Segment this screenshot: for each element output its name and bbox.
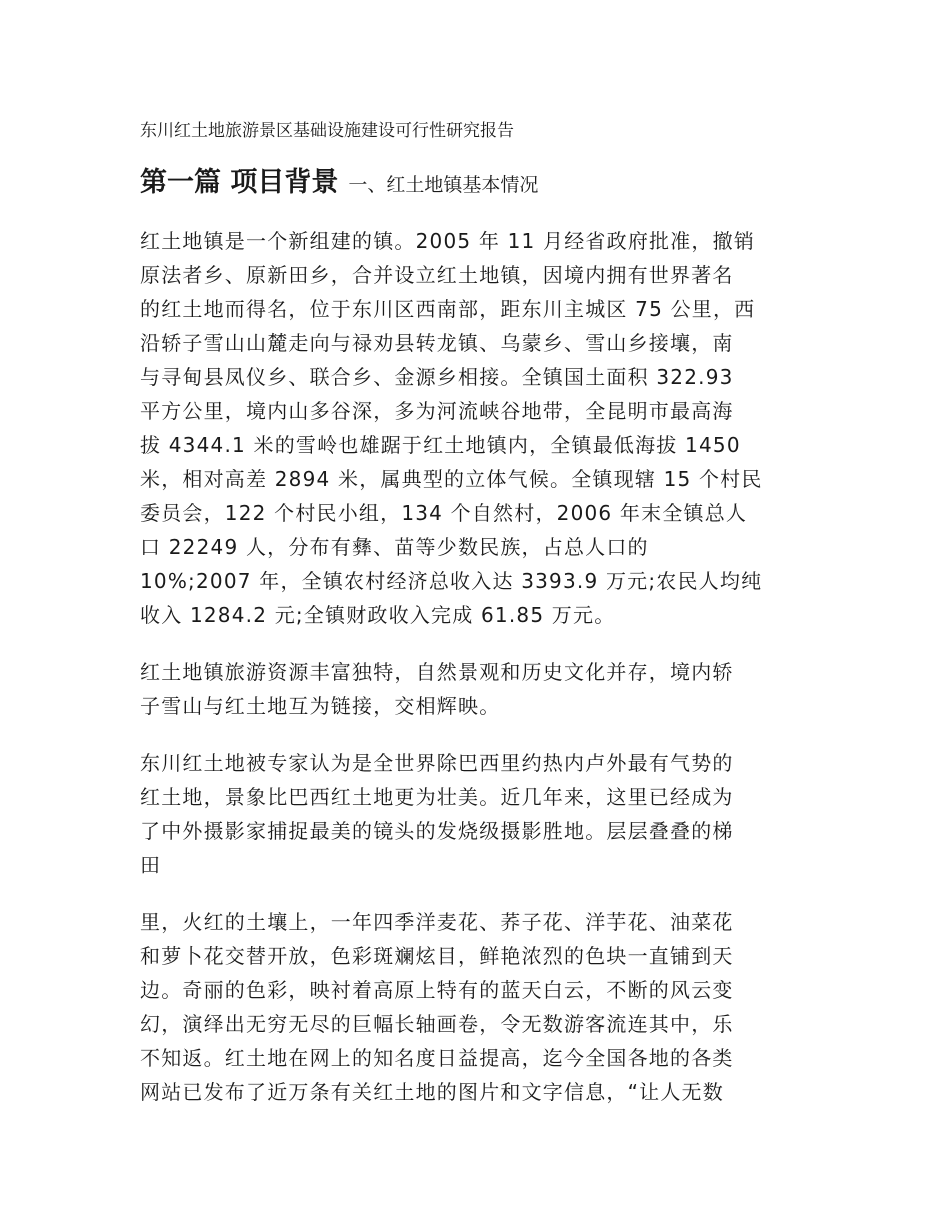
text-line: 了中外摄影家捕捉最美的镜头的发烧级摄影胜地。层层叠叠的梯 [140, 819, 734, 843]
text-line: 东川红土地被专家认为是全世界除巴西里约热内卢外最有气势的 [140, 751, 734, 775]
chapter-title: 第一篇 项目背景 [140, 167, 339, 198]
text-line: 的红土地而得名，位于东川区西南部，距东川主城区 75 公里，西 [140, 297, 756, 321]
text-line: 红土地，景象比巴西红土地更为壮美。近几年来，这里已经成为 [140, 785, 734, 809]
text-line: 沿轿子雪山山麓走向与禄劝县转龙镇、乌蒙乡、雪山乡接壤，南 [140, 331, 734, 355]
paragraph-3 [140, 746, 812, 882]
text-line: 不知返。红土地在网上的知名度日益提高，迄今全国各地的各类 [140, 1046, 734, 1070]
text-line: 原法者乡、原新田乡，合并设立红土地镇，因境内拥有世界著名 [140, 263, 734, 287]
text-line: 口 22249 人，分布有彝、苗等少数民族，占总人口的 [140, 535, 649, 559]
text-line: 红土地镇是一个新组建的镇。2005 年 11 月经省政府批准，撤销 [140, 229, 756, 253]
text-line: 收入 1284.2 元;全镇财政收入完成 61.85 万元。 [140, 603, 616, 627]
text-line: 田 [140, 853, 162, 877]
text-line: 委员会，122 个村民小组，134 个自然村，2006 年末全镇总人 [140, 501, 748, 525]
paragraph-4 [140, 905, 812, 1109]
section-title: 一、红土地镇基本情况 [348, 174, 539, 196]
running-head: 东川红土地旅游景区基础设施建设可行性研究报告 [140, 121, 514, 141]
paragraph-1 [140, 224, 812, 632]
text-line: 与寻甸县凤仪乡、联合乡、金源乡相接。全镇国土面积 322.93 [140, 365, 734, 389]
section-heading [140, 164, 538, 204]
text-line: 拔 4344.1 米的雪岭也雄踞于红土地镇内，全镇最低海拔 1450 [140, 433, 741, 457]
text-line: 和萝卜花交替开放，色彩斑斓炫目，鲜艳浓烈的色块一直铺到天 [140, 944, 734, 968]
text-line: 米，相对高差 2894 米，属典型的立体气候。全镇现辖 15 个村民 [140, 467, 763, 491]
text-line: 10%;2007 年，全镇农村经济总收入达 3393.9 万元;农民人均纯 [140, 569, 763, 593]
body-text [140, 224, 812, 1132]
text-line: 网站已发布了近万条有关红土地的图片和文字信息，“让人无数 [140, 1080, 724, 1104]
text-line: 红土地镇旅游资源丰富独特，自然景观和历史文化并存，境内轿 [140, 660, 734, 684]
text-line: 里，火红的土壤上，一年四季洋麦花、荞子花、洋芋花、油菜花 [140, 910, 734, 934]
text-line: 幻，演绎出无穷无尽的巨幅长轴画卷，令无数游客流连其中，乐 [140, 1012, 734, 1036]
text-line: 边。奇丽的色彩，映衬着高原上特有的蓝天白云，不断的风云变 [140, 978, 734, 1002]
text-line: 子雪山与红土地互为链接，交相辉映。 [140, 694, 501, 718]
paragraph-2 [140, 655, 812, 723]
text-line: 平方公里，境内山多谷深，多为河流峡谷地带，全昆明市最高海 [140, 399, 734, 423]
